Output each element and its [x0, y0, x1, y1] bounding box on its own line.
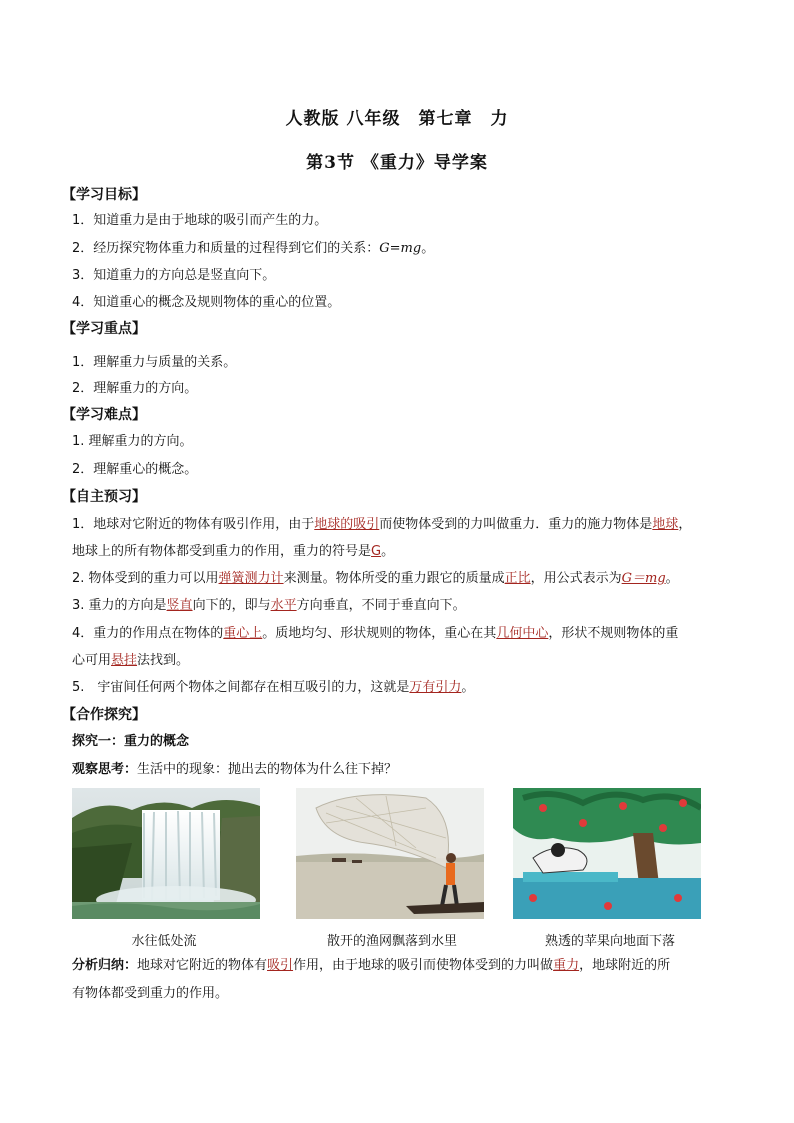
answer-blank: 正比: [504, 571, 531, 586]
focus-heading: 【学习重点】: [62, 321, 146, 337]
difficulty-item: 1. 理解重力的方向。: [72, 434, 193, 449]
waterfall-image: [72, 788, 260, 919]
answer-blank: 地球的吸引: [314, 517, 380, 532]
answer-blank: 吸引: [267, 958, 294, 973]
goal-item: 2．经历探究物体重力和质量的过程得到它们的关系：G=mg。: [72, 241, 435, 256]
answer-blank: 重心上: [223, 626, 263, 641]
preview-heading: 【自主预习】: [62, 489, 146, 505]
explore-heading: 【合作探究】: [62, 707, 146, 723]
formula: G=mg: [379, 241, 422, 256]
answer-blank: G: [371, 544, 382, 559]
difficulty-item: 2．理解重心的概念。: [72, 462, 198, 477]
difficulty-heading: 【学习难点】: [62, 407, 146, 423]
document-title: 人教版 八年级 第七章 力: [285, 109, 509, 129]
image-caption: 水往低处流: [131, 934, 197, 949]
answer-blank: 地球: [652, 517, 679, 532]
preview-line: 心可用悬挂法找到。: [72, 653, 190, 668]
answer-blank: 竖直: [166, 598, 193, 613]
focus-item: 1．理解重力与质量的关系。: [72, 355, 237, 370]
image-caption: 散开的渔网飘落到水里: [326, 934, 457, 949]
section-title: 第3节 《重力》导学案: [306, 153, 488, 173]
analysis-line: 有物体都受到重力的作用。: [72, 986, 229, 1001]
preview-line: 5. 宇宙间任何两个物体之间都存在相互吸引的力，这就是万有引力。: [72, 680, 475, 695]
goal-item: 1．知道重力是由于地球的吸引而产生的力。: [72, 213, 328, 228]
preview-line: 地球上的所有物体都受到重力的作用，重力的符号是G。: [72, 544, 395, 559]
answer-blank: 悬挂: [111, 653, 138, 668]
fishing-net-image: [296, 788, 484, 919]
analysis-line: 分析归纳：地球对它附近的物体有吸引作用，由于地球的吸引而使物体受到的力叫做重力，地球附近的所: [72, 958, 671, 973]
answer-blank: 弹簧测力计: [218, 571, 284, 586]
preview-line: 4．重力的作用点在物体的重心上。质地均匀、形状规则的物体，重心在其几何中心，形状不规则物体的重: [72, 626, 679, 641]
image-caption: 熟透的苹果向地面下落: [544, 934, 675, 949]
apple-tree-image: [513, 788, 701, 919]
answer-blank: 万有引力: [409, 680, 462, 695]
answer-blank: G＝mg: [621, 571, 666, 586]
observe-line: 观察思考：生活中的现象：抛出去的物体为什么往下掉？: [72, 762, 398, 777]
preview-line: 2. 物体受到的重力可以用弹簧测力计来测量。物体所受的重力跟它的质量成正比，用公式表示为G＝mg。: [72, 571, 679, 586]
answer-blank: 重力: [553, 958, 580, 973]
focus-item: 2．理解重力的方向。: [72, 381, 198, 396]
answer-blank: 几何中心: [496, 626, 549, 641]
goals-heading: 【学习目标】: [62, 187, 146, 203]
explore-subheading: 探究一：重力的概念: [72, 734, 190, 749]
preview-line: 1．地球对它附近的物体有吸引作用，由于地球的吸引而使物体受到的力叫做重力．重力的施力物体是地球，: [72, 517, 692, 532]
goal-item: 4．知道重心的概念及规则物体的重心的位置。: [72, 295, 341, 310]
preview-line: 3. 重力的方向是竖直向下的，即与水平方向垂直，不同于垂直向下。: [72, 598, 466, 613]
answer-blank: 水平: [270, 598, 297, 613]
goal-item: 3．知道重力的方向总是竖直向下。: [72, 268, 276, 283]
